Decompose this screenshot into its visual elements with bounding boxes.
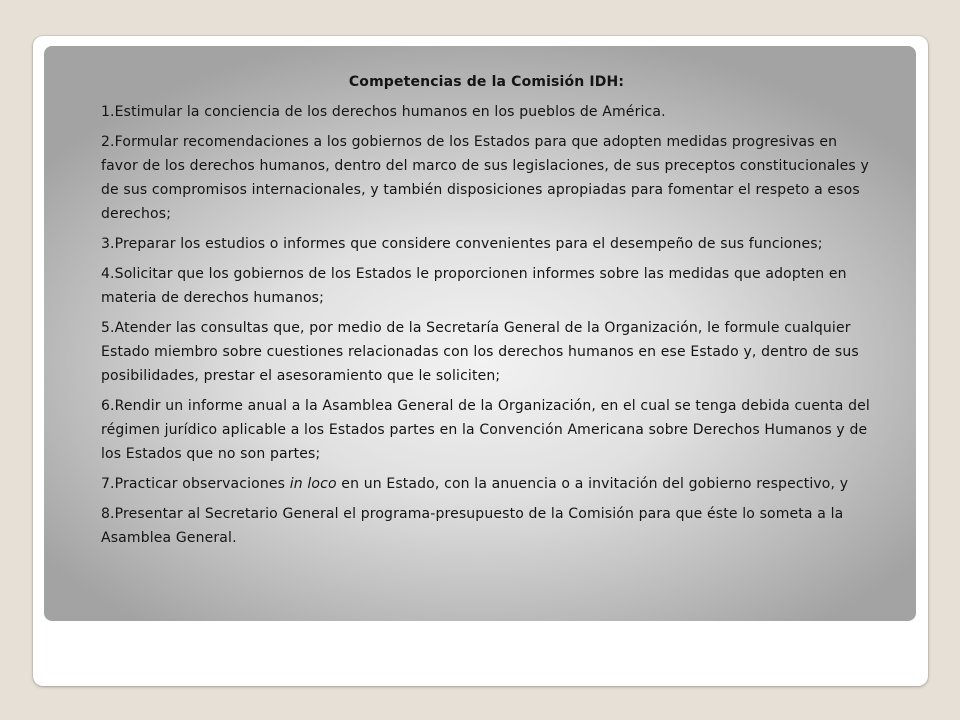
list-item-8: 8.Presentar al Secretario General el programa-presupuesto de la Comisión para que éste lo someta a la Asamblea General.	[101, 506, 844, 546]
list-item-7-after: en un Estado, con la anuencia o a invitación del gobierno respectivo, y	[336, 476, 849, 492]
list-item-7	[101, 472, 872, 496]
list-item-3: 3.Preparar los estudios o informes que considere convenientes para el desempeño de sus funciones;	[101, 236, 823, 252]
content-panel	[44, 46, 916, 621]
list-item-7-before: 7.Practicar observaciones	[101, 476, 290, 492]
document-title: Competencias de la Comisión IDH:	[348, 74, 625, 90]
list-item-5: 5.Atender las consultas que, por medio de la Secretaría General de la Organización, le formule cualquier Estado miembro sobre cuestiones relacionadas con los derechos humanos en ese Estado y, dentro de sus posibilidades, prestar el asesoramiento que le soliciten;	[101, 320, 859, 384]
list-item-7-emphasis: in loco	[289, 476, 337, 492]
list-item-6: 6.Rendir un informe anual a la Asamblea General de la Organización, en el cual se tenga debida cuenta del régimen jurídico aplicable a los Estados partes en la Convención Americana sobre Derechos Humanos y de los Estados que no son partes;	[101, 398, 870, 462]
list-item-2: 2.Formular recomendaciones a los gobiernos de los Estados para que adopten medidas progresivas en favor de los derechos humanos, dentro del marco de sus legislaciones, de sus preceptos constitucionales y de sus compromisos internacionales, y también disposiciones apropiadas para fomentar el respeto a esos derechos;	[101, 134, 869, 222]
list-item-4: 4.Solicitar que los gobiernos de los Estados le proporcionen informes sobre las medidas que adopten en materia de derechos humanos;	[101, 266, 847, 306]
list-item-1: 1.Estimular la conciencia de los derechos humanos en los pueblos de América.	[101, 104, 666, 120]
